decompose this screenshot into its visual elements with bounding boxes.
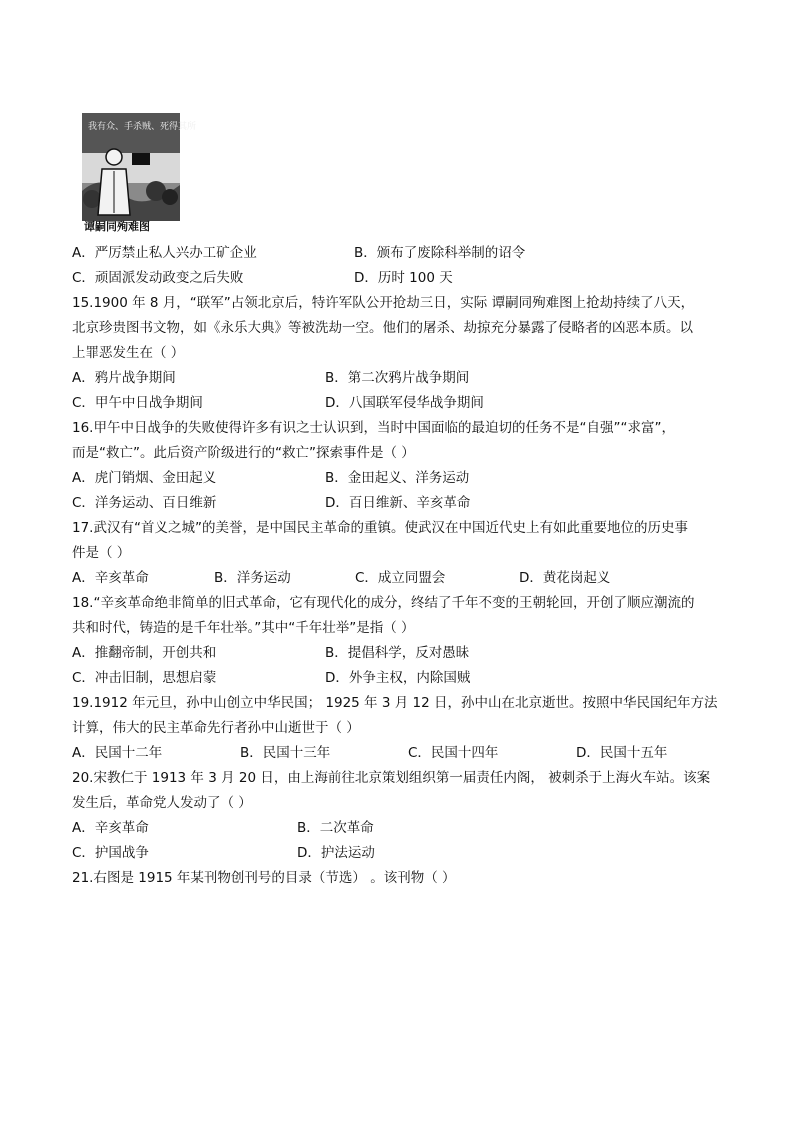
q20-options-row-2 <box>72 844 375 862</box>
q17-option-a[interactable]: A．辛亥革命 <box>72 570 149 586</box>
q15-options-row-1 <box>72 369 469 387</box>
q16-stem-line-1: 16.甲午中日战争的失败使得许多有识之士认识到，当时中国面临的最迫切的任务不是“自强”“求富”， <box>72 420 675 436</box>
q19-stem-line-2: 计算，伟大的民主革命先行者孙中山逝世于（ ） <box>72 720 360 736</box>
q16-option-d[interactable]: D．百日维新、辛亥革命 <box>325 495 471 511</box>
q15-option-d[interactable]: D．八国联军侵华战争期间 <box>325 395 484 411</box>
q17-stem-line-2: 件是（ ） <box>72 545 131 561</box>
q17-option-c[interactable]: C．成立同盟会 <box>355 570 446 586</box>
q18-stem-line-1: 18.“辛亥革命绝非简单的旧式革命，它有现代化的成分，终结了千年不变的王朝轮回，开创了顺应潮流的 <box>72 595 695 611</box>
q20-option-a[interactable]: A．辛亥革命 <box>72 820 149 836</box>
q21-stem-line-1: 21.右图是 1915 年某刊物创刊号的目录（节选） 。该刊物（ ） <box>72 870 456 886</box>
q16-options-row-2 <box>72 494 470 512</box>
q14-option-d[interactable]: D．历时 100 天 <box>354 270 453 286</box>
q15-option-a[interactable]: A．鸦片战争期间 <box>72 370 176 386</box>
figure-caption: 谭嗣同殉难图 <box>84 220 150 233</box>
q19-stem-line-1: 19.1912 年元旦，孙中山创立中华民国； 1925 年 3 月 12 日，孙中山在北京逝世。按照中华民国纪年方法 <box>72 695 718 711</box>
tan-sitong-illustration <box>82 113 197 221</box>
q16-options-row-1 <box>72 469 469 487</box>
inscription-text: 我有众、手杀贼、死得其所 <box>88 122 197 132</box>
q19-option-d[interactable]: D．民国十五年 <box>576 745 668 761</box>
q15-stem-line-1: 15.1900 年 8 月，“联军”占领北京后，特许军队公开抢劫三日，实际 谭嗣同殉难图上抢劫持续了八天， <box>72 295 695 311</box>
q15-option-b[interactable]: B．第二次鸦片战争期间 <box>325 370 470 386</box>
q19-option-a[interactable]: A．民国十二年 <box>72 745 163 761</box>
q15-stem-line-3: 上罪恶发生在（ ） <box>72 345 185 361</box>
q20-option-d[interactable]: D．护法运动 <box>297 845 375 861</box>
q16-option-c[interactable]: C．洋务运动、百日维新 <box>72 495 217 511</box>
q15-stem-line-2: 北京珍贵图书文物，如《永乐大典》等被洗劫一空。他们的屠杀、劫掠充分暴露了侵略者的凶恶本质。以 <box>72 320 693 336</box>
q14-options-row-1 <box>72 244 525 262</box>
q18-option-b[interactable]: B．提倡科学，反对愚昧 <box>325 645 470 661</box>
q20-option-b[interactable]: B．二次革命 <box>297 820 374 836</box>
q14-option-a[interactable]: A．严厉禁止私人兴办工矿企业 <box>72 245 257 261</box>
q20-option-c[interactable]: C．护国战争 <box>72 845 149 861</box>
q18-option-c[interactable]: C．冲击旧制，思想启蒙 <box>72 670 217 686</box>
q15-option-c[interactable]: C．甲午中日战争期间 <box>72 395 203 411</box>
q19-option-c[interactable]: C．民国十四年 <box>408 745 499 761</box>
q16-stem-line-2: 而是“救亡”。此后资产阶级进行的“救亡”探索事件是（ ） <box>72 445 415 461</box>
q20-options-row-1 <box>72 819 374 837</box>
q18-option-d[interactable]: D．外争主权，内除国贼 <box>325 670 471 686</box>
q15-options-row-2 <box>72 394 484 412</box>
q17-options-row <box>72 569 610 587</box>
q17-option-d[interactable]: D．黄花岗起义 <box>519 570 611 586</box>
q16-option-a[interactable]: A．虎门销烟、金田起义 <box>72 470 217 486</box>
q14-option-c[interactable]: C．顽固派发动政变之后失败 <box>72 270 244 286</box>
q18-options-row-1 <box>72 644 469 662</box>
q14-options-row-2 <box>72 269 453 287</box>
woodcut-image <box>82 113 197 221</box>
q17-stem-line-1: 17.武汉有“首义之城”的美誉，是中国民主革命的重镇。使武汉在中国近代史上有如此重要地位的历史事 <box>72 520 688 536</box>
q18-stem-line-2: 共和时代，铸造的是千年壮举。”其中“千年壮举”是指（ ） <box>72 620 415 636</box>
q19-option-b[interactable]: B．民国十三年 <box>240 745 331 761</box>
q18-options-row-2 <box>72 669 470 687</box>
q20-stem-line-1: 20.宋教仁于 1913 年 3 月 20 日，由上海前往北京策划组织第一届责任内阁， 被刺杀于上海火车站。该案 <box>72 770 711 786</box>
q17-option-b[interactable]: B．洋务运动 <box>214 570 291 586</box>
q20-stem-line-2: 发生后，革命党人发动了（ ） <box>72 795 252 811</box>
q14-option-b[interactable]: B．颁布了废除科举制的诏令 <box>354 245 526 261</box>
q19-options-row <box>72 744 667 762</box>
q18-option-a[interactable]: A．推翻帝制，开创共和 <box>72 645 217 661</box>
q16-option-b[interactable]: B．金田起义、洋务运动 <box>325 470 470 486</box>
